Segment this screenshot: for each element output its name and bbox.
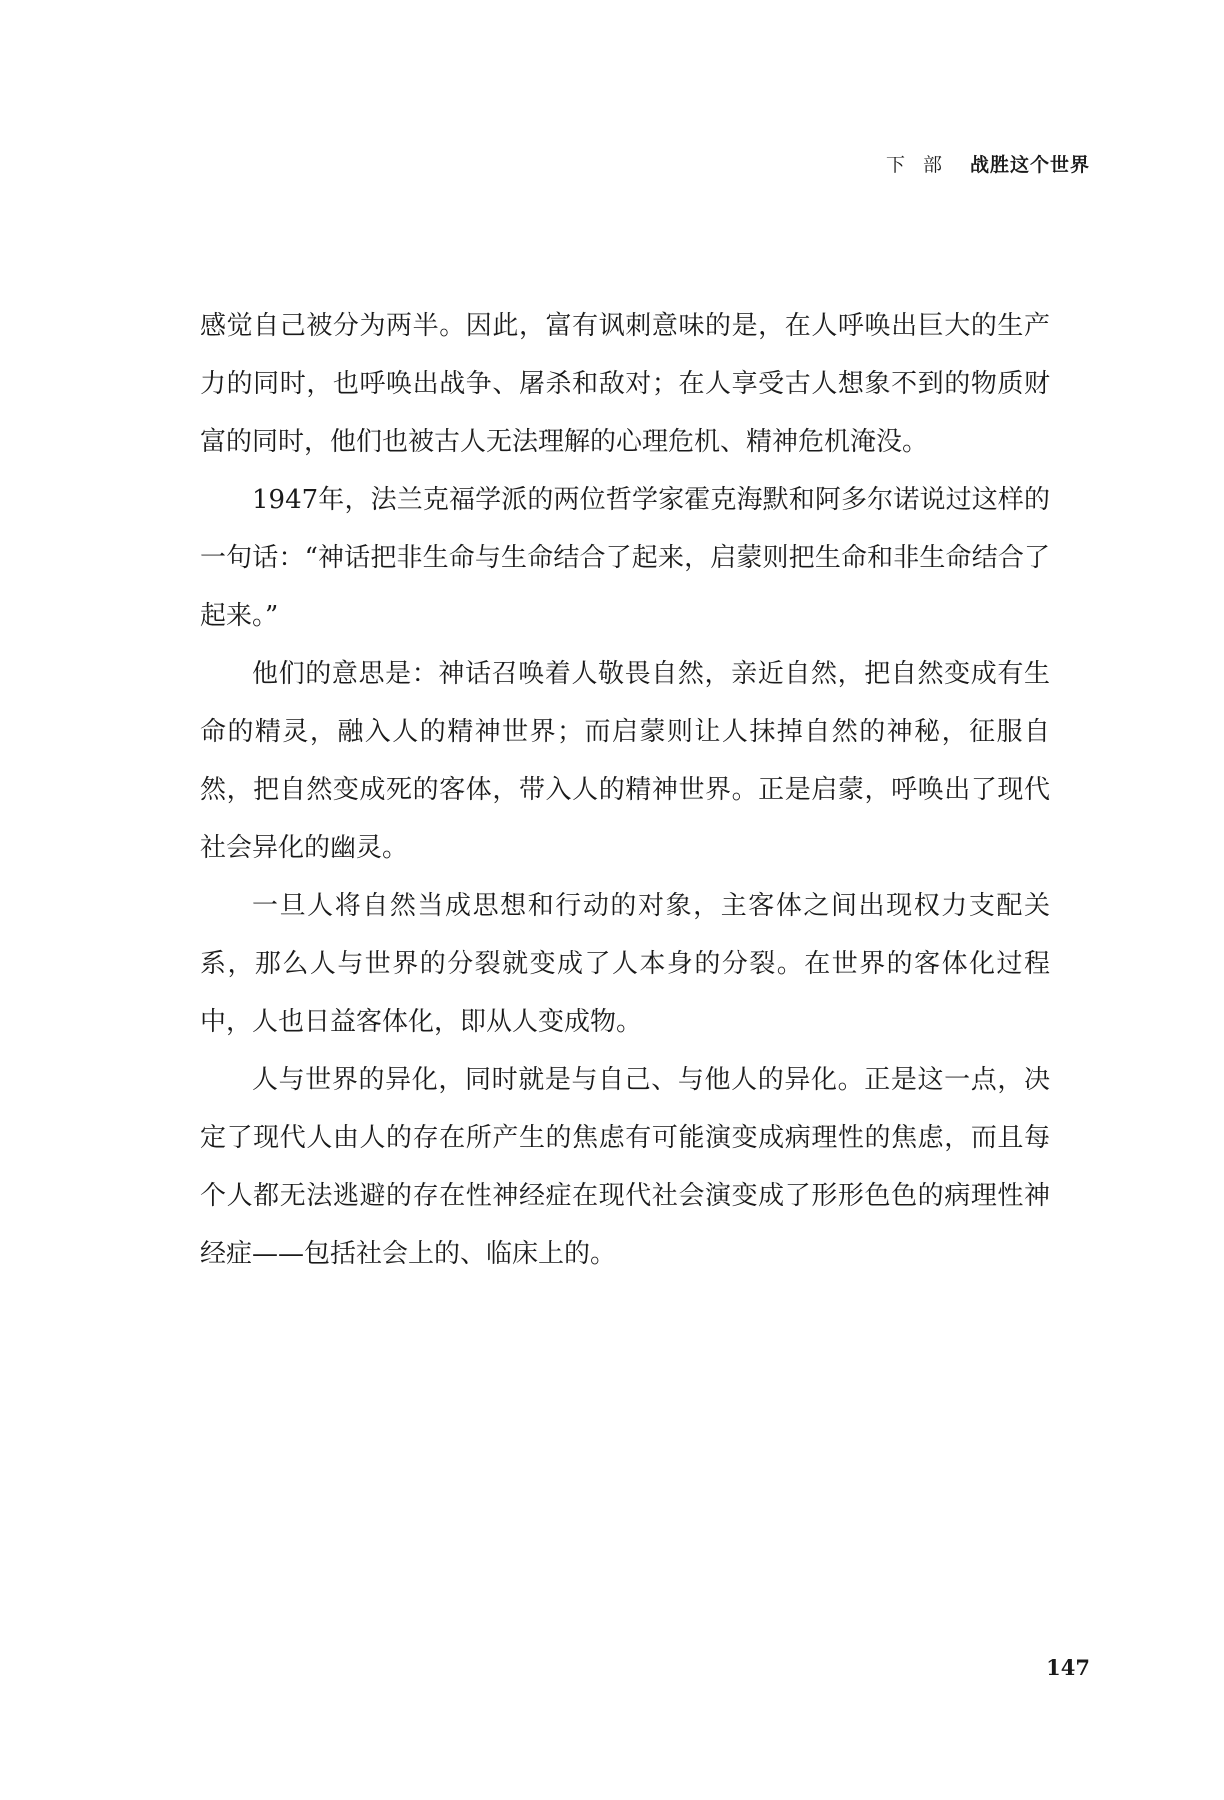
paragraph: 1947年，法兰克福学派的两位哲学家霍克海默和阿多尔诺说过这样的一句话：“神话把非生命与生命结合了起来，启蒙则把生命和非生命结合了起来。” [200,485,1050,631]
running-head [886,150,1090,177]
part-label: 下 部 [885,154,948,176]
body-text [200,297,1050,1283]
chapter-title: 战胜这个世界 [969,154,1090,176]
page-number: 147 [1046,1655,1090,1680]
paragraph: 一旦人将自然当成思想和行动的对象，主客体之间出现权力支配关系，那么人与世界的分裂就变成了人本身的分裂。在世界的客体化过程中，人也日益客体化，即从人变成物。 [200,891,1050,1037]
paragraph: 人与世界的异化，同时就是与自己、与他人的异化。正是这一点，决定了现代人由人的存在所产生的焦虑有可能演变成病理性的焦虑，而且每个人都无法逃避的存在性神经症在现代社会演变成了形形色色的病理性神经症——包括社会上的、临床上的。 [200,1065,1050,1269]
paragraph: 感觉自己被分为两半。因此，富有讽刺意味的是，在人呼唤出巨大的生产力的同时，也呼唤出战争、屠杀和敌对；在人享受古人想象不到的物质财富的同时，他们也被古人无法理解的心理危机、精神危机淹没。 [200,311,1050,457]
paragraph: 他们的意思是：神话召唤着人敬畏自然，亲近自然，把自然变成有生命的精灵，融入人的精神世界；而启蒙则让人抹掉自然的神秘，征服自然，把自然变成死的客体，带入人的精神世界。正是启蒙，呼唤出了现代社会异化的幽灵。 [200,659,1050,863]
